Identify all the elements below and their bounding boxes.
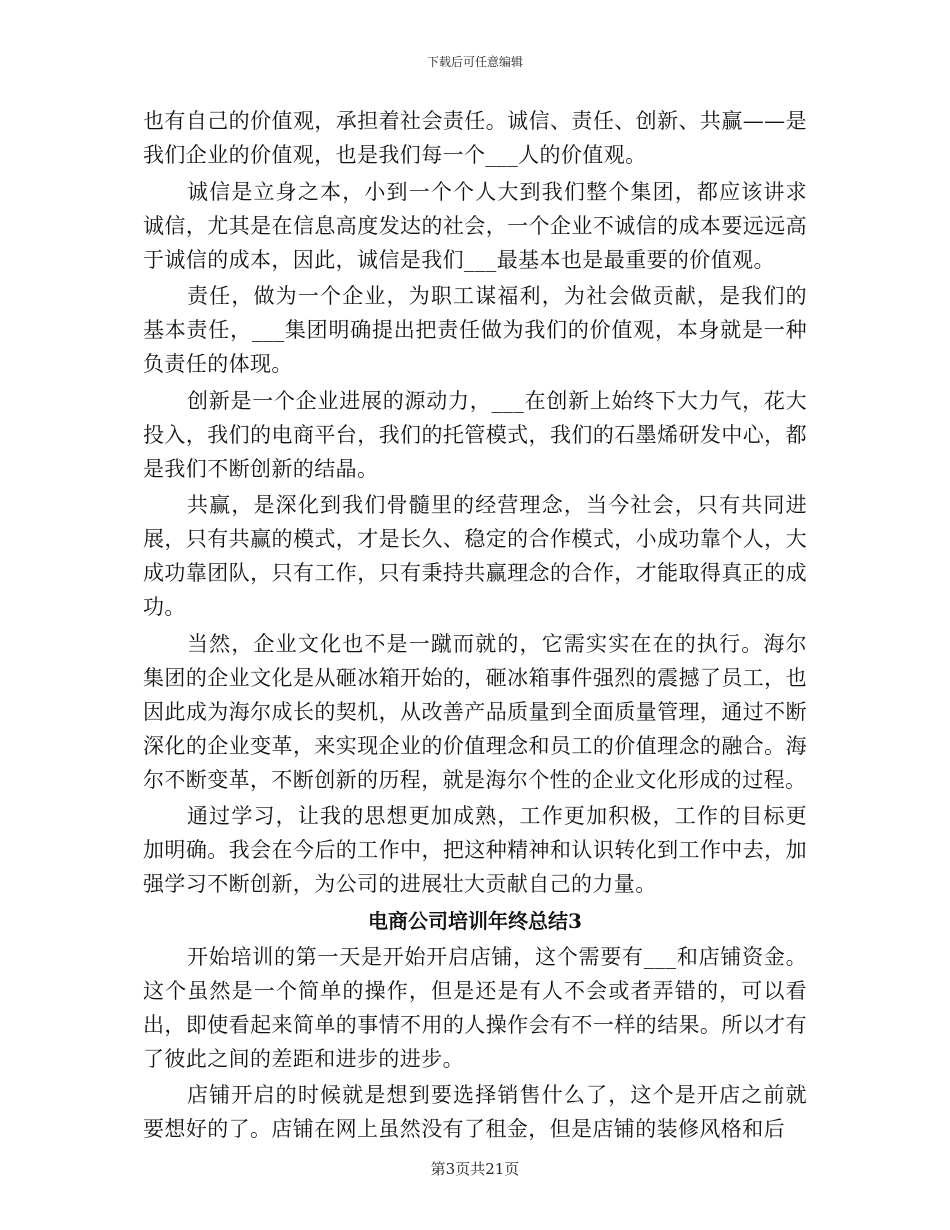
document-body	[143, 104, 807, 1149]
paragraph: 店铺开启的时候就是想到要选择销售什么了，这个是开店之前就要想好的了。店铺在网上虽然没有了租金，但是店铺的装修风格和后	[143, 1083, 807, 1141]
page-footer: 第3页共21页	[430, 1160, 520, 1178]
page-header: 下载后可任意编辑	[426, 55, 523, 69]
paragraph: 共赢，是深化到我们骨髓里的经营理念，当今社会，只有共同进展，只有共赢的模式，才是长久、稳定的合作模式，小成功靠个人，大成功靠团队，只有工作，只有秉持共赢理念的合作，才能取得真正的成功。	[143, 493, 807, 619]
paragraph: 诚信是立身之本，小到一个个人大到我们整个集团，都应该讲求诚信，尤其是在信息高度发达的社会，一个企业不诚信的成本要远远高于诚信的成本，因此，诚信是我们___最基本也是最重要的价值观。	[143, 179, 807, 272]
paragraph: 责任，做为一个企业，为职工谋福利，为社会做贡献，是我们的基本责任，___集团明确提出把责任做为我们的价值观，本身就是一种负责任的体现。	[143, 284, 807, 376]
paragraph: 开始培训的第一天是开始开启店铺，这个需要有___和店铺资金。这个虽然是一个简单的操作，但是还是有人不会或者弄错的，可以看出，即使看起来简单的事情不用的人操作会有不一样的结果。所以才有了彼此之间的差距和进步的进步。	[143, 944, 807, 1071]
paragraph: 也有自己的价值观，承担着社会责任。诚信、责任、创新、共赢——是我们企业的价值观，也是我们每一个___人的价值观。	[143, 109, 807, 167]
paragraph: 当然，企业文化也不是一蹴而就的，它需实实在在的执行。海尔集团的企业文化是从砸冰箱开始的，砸冰箱事件强烈的震撼了员工，也因此成为海尔成长的契机，从改善产品质量到全面质量管理，通过不断深化的企业变革，来实现企业的价值理念和员工的价值理念的融合。海尔不断变革，不断创新的历程，就是海尔个性的企业文化形成的过程。	[143, 631, 807, 792]
section-title: 电商公司培训年终总结3	[368, 908, 582, 933]
paragraph: 通过学习，让我的思想更加成熟，工作更加积极，工作的目标更加明确。我会在今后的工作中，把这种精神和认识转化到工作中去，加强学习不断创新，为公司的进展壮大贡献自己的力量。	[143, 804, 807, 896]
paragraph: 创新是一个企业进展的源动力，___在创新上始终下大力气，花大投入，我们的电商平台，我们的托管模式，我们的石墨烯研发中心，都是我们不断创新的结晶。	[143, 388, 807, 481]
